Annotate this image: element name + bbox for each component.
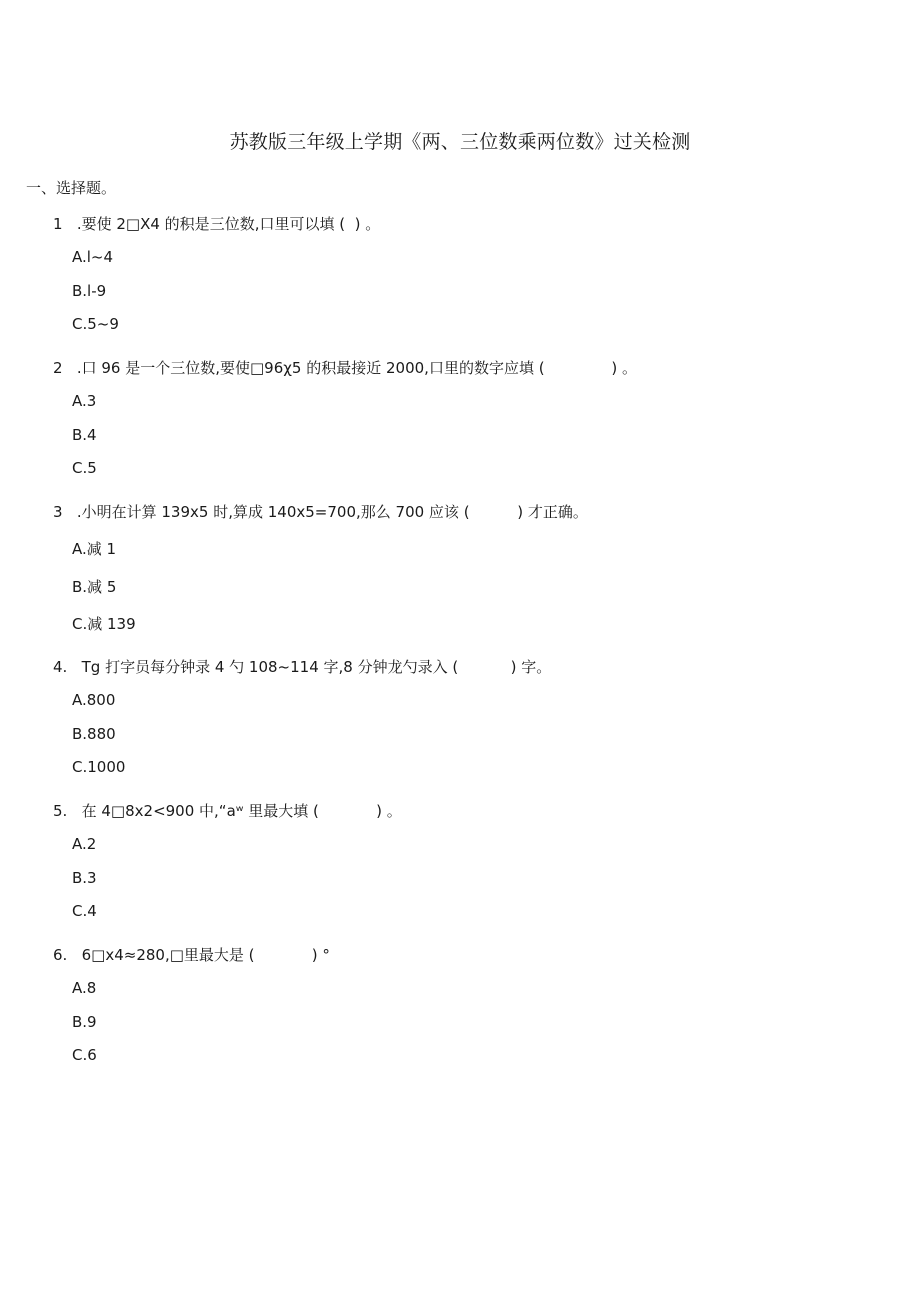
question-2-option-a: A.3: [72, 392, 97, 410]
question-4-option-a: A.800: [72, 691, 116, 709]
question-5-option-c: C.4: [72, 902, 97, 920]
question-6-option-a: A.8: [72, 979, 97, 997]
question-2-option-b: B.4: [72, 426, 97, 444]
question-4-option-b: B.880: [72, 725, 116, 743]
document-title: 苏教版三年级上学期《两、三位数乘两位数》过关检测: [229, 131, 691, 153]
question-1: 1 .要使 2□X4 的积是三位数,口里可以填 ( ) 。: [53, 215, 381, 233]
question-4: 4. Tg 打字员每分钟录 4 勺 108~114 字,8 分钟龙勺录入 ( ) 字。: [53, 658, 552, 676]
question-5-option-a: A.2: [72, 835, 97, 853]
question-5: 5. 在 4□8x2<900 中,“aʷ 里最大填 ( ) 。: [53, 802, 402, 820]
question-6-option-c: C.6: [72, 1046, 97, 1064]
question-5-option-b: B.3: [72, 869, 97, 887]
question-4-option-c: C.1000: [72, 758, 126, 776]
question-3-option-c: C.减 139: [72, 615, 136, 633]
question-3-option-a: A.减 1: [72, 540, 117, 558]
question-6: 6. 6□x4≈280,□里最大是 ( ) °: [53, 946, 330, 964]
question-1-option-c: C.5~9: [72, 315, 119, 333]
question-1-option-b: B.l-9: [72, 282, 107, 300]
question-6-option-b: B.9: [72, 1013, 97, 1031]
question-3-option-b: B.减 5: [72, 578, 117, 596]
question-1-option-a: A.l~4: [72, 248, 114, 266]
question-2-option-c: C.5: [72, 459, 97, 477]
question-2: 2 .口 96 是一个三位数,要使□96χ5 的积最接近 2000,口里的数字应填 ( ) 。: [53, 359, 637, 377]
question-3: 3 .小明在计算 139x5 时,算成 140x5=700,那么 700 应该 ( ) 才正确。: [53, 503, 588, 521]
section-heading: 一、选择题。: [26, 179, 117, 197]
